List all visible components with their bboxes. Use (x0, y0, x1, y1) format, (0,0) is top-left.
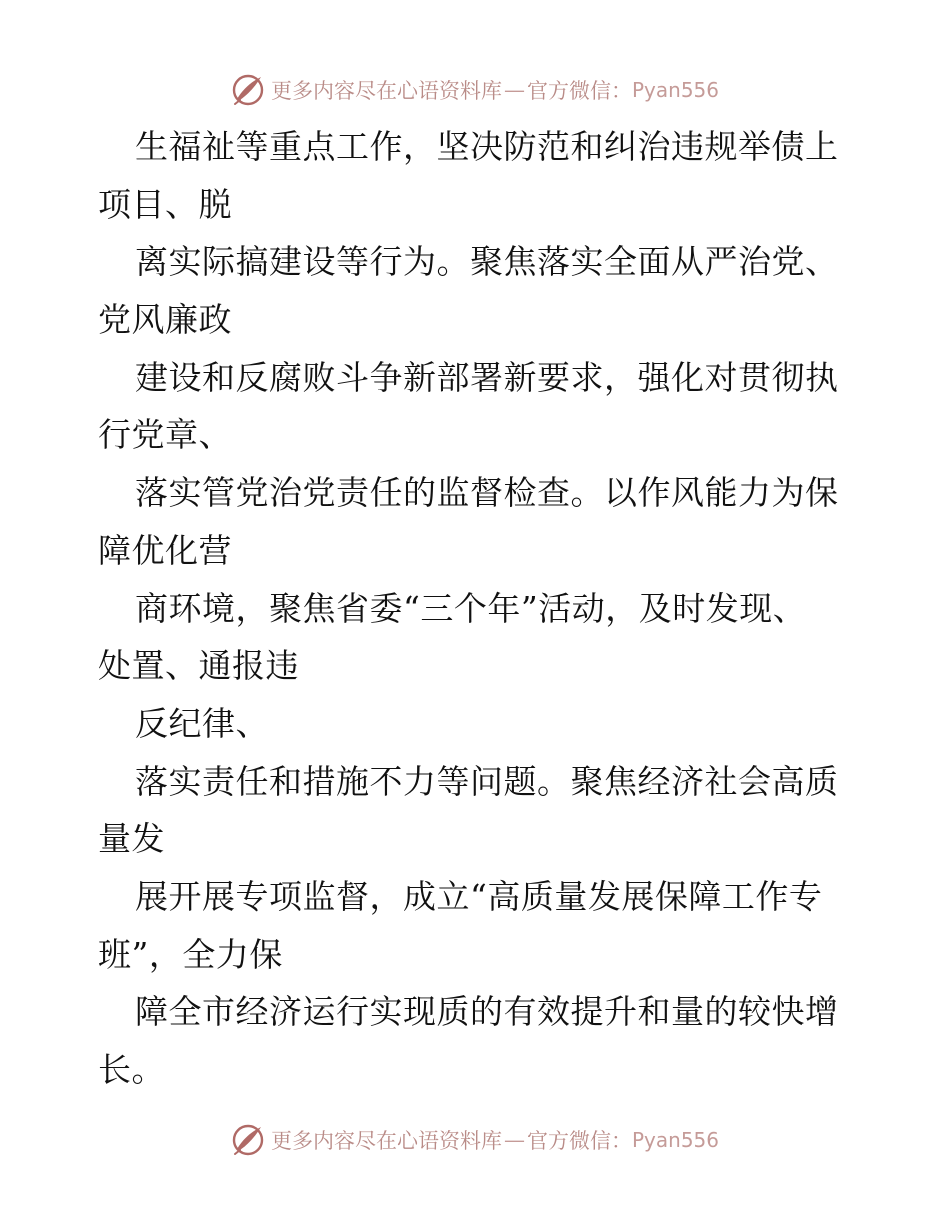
footer-banner-text: 更多内容尽在心语资料库 (270, 1129, 502, 1153)
footer-banner-separator: — (503, 1128, 525, 1152)
body-line: 班”，全力保 (98, 934, 283, 974)
header-banner-separator: — (503, 78, 525, 102)
header-watermark-banner (0, 70, 950, 110)
body-line: 商环境，聚焦省委“三个年”活动，及时发现、 (135, 588, 807, 628)
body-line: 建设和反腐败斗争新部署新要求，强化对贯彻执 (135, 357, 839, 397)
body-line: 障全市经济运行实现质的有效提升和量的较快增 (135, 992, 839, 1032)
body-line: 行党章、 (98, 415, 232, 455)
quill-pen-logo-icon (231, 1123, 265, 1157)
body-line: 障优化营 (98, 530, 232, 570)
body-line: 处置、通报违 (98, 646, 299, 686)
document-body (98, 118, 858, 1099)
quill-pen-logo-icon (231, 73, 265, 107)
body-line: 量发 (98, 819, 165, 859)
body-line: 落实责任和措施不力等问题。聚焦经济社会高质 (135, 761, 839, 801)
header-banner-text: 更多内容尽在心语资料库 (270, 79, 502, 103)
header-banner-wechat-id: Pyan556 (631, 78, 719, 102)
body-line: 反纪律、 (135, 703, 269, 743)
footer-banner-wechat-label: 官方微信： (526, 1129, 632, 1153)
body-line: 离实际搞建设等行为。聚焦落实全面从严治党、 (135, 242, 839, 282)
body-line: 落实管党治党责任的监督检查。以作风能力为保 (135, 473, 839, 513)
footer-banner-wechat-id: Pyan556 (631, 1128, 719, 1152)
body-line: 生福祉等重点工作，坚决防范和纠治违规举债上 (135, 127, 839, 166)
header-banner-wechat-label: 官方微信： (526, 79, 632, 103)
body-line: 展开展专项监督，成立“高质量发展保障工作专 (135, 876, 823, 916)
footer-watermark-banner (0, 1120, 950, 1160)
body-line: 项目、脱 (98, 184, 232, 224)
body-line: 长。 (98, 1050, 165, 1089)
body-line: 党风廉政 (98, 300, 232, 340)
